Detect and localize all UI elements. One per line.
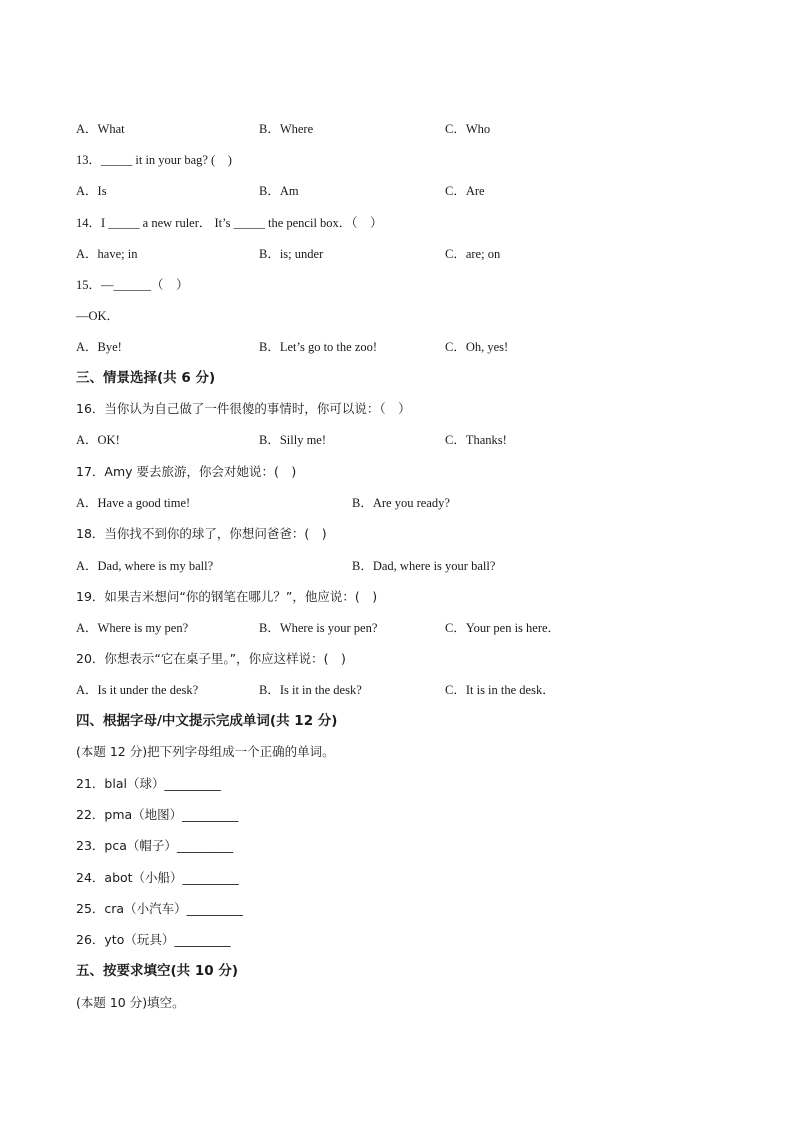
q12-option-a: A．What bbox=[76, 122, 125, 136]
q15-options bbox=[76, 337, 754, 357]
q24-word: 24．abot（小船）_________ bbox=[76, 870, 239, 885]
q12-option-c: C．Who bbox=[445, 122, 491, 136]
q18-option-a: A．Dad, where is my ball? bbox=[76, 559, 214, 573]
q17-options bbox=[76, 493, 754, 513]
q19-option-a: A．Where is my pen? bbox=[76, 621, 189, 635]
q13-option-b: B．Am bbox=[259, 184, 299, 198]
q16-option-b: B．Silly me! bbox=[259, 433, 327, 447]
q20-stem: 20．你想表示“它在桌子里。”，你应这样说：( ) bbox=[76, 651, 346, 666]
q12-options bbox=[76, 119, 754, 139]
q23-word: 23．pca（帽子）_________ bbox=[76, 838, 234, 853]
q21-word: 21．blal（球）_________ bbox=[76, 776, 221, 791]
q15-option-b: B．Let’s go to the zoo! bbox=[259, 340, 378, 354]
q15-option-c: C．Oh, yes! bbox=[445, 340, 509, 354]
q20-option-b: B．Is it in the desk? bbox=[259, 683, 362, 697]
q19-stem: 19．如果吉米想问“你的钢笔在哪儿？”，他应说：( ) bbox=[76, 589, 378, 604]
q14-option-b: B．is; under bbox=[259, 247, 324, 261]
q15-option-a: A．Bye! bbox=[76, 340, 122, 354]
q19-option-c: C．Your pen is here． bbox=[445, 621, 561, 635]
q25-word: 25．cra（小汽车）_________ bbox=[76, 901, 243, 916]
q26-word: 26．yto（玩具）_________ bbox=[76, 932, 231, 947]
q14-option-a: A．have; in bbox=[76, 247, 138, 261]
q16-stem: 16．当你认为自己做了一件很傻的事情时，你可以说：（ ） bbox=[76, 401, 411, 416]
q14-stem: 14．I _____ a new ruler． It’s _____ the pencil box．（ ） bbox=[76, 216, 383, 230]
q14-option-c: C．are; on bbox=[445, 247, 501, 261]
section-5-instruction: (本题 10 分)填空。 bbox=[76, 995, 185, 1010]
q17-option-a: A．Have a good time! bbox=[76, 496, 191, 510]
section-5-title: 五、按要求填空(共 10 分) bbox=[76, 963, 239, 979]
q15-stem: 15．—______（ ） bbox=[76, 278, 189, 292]
q15-reply: —OK． bbox=[76, 309, 120, 323]
q19-options bbox=[76, 618, 754, 638]
q13-option-a: A．Is bbox=[76, 184, 107, 198]
q18-stem: 18．当你找不到你的球了，你想问爸爸：( ) bbox=[76, 526, 327, 541]
q16-options bbox=[76, 430, 754, 450]
q20-option-c: C．It is in the desk． bbox=[445, 683, 555, 697]
q18-option-b: B．Dad, where is your ball? bbox=[352, 559, 496, 573]
section-4-title: 四、根据字母/中文提示完成单词(共 12 分) bbox=[76, 713, 338, 729]
q13-options bbox=[76, 181, 754, 201]
q17-option-b: B．Are you ready? bbox=[352, 496, 450, 510]
q14-options bbox=[76, 244, 754, 264]
q16-option-c: C．Thanks! bbox=[445, 433, 507, 447]
q16-option-a: A．OK! bbox=[76, 433, 120, 447]
q13-stem: 13．_____ it in your bag? ( ) bbox=[76, 153, 232, 167]
q13-option-c: C．Are bbox=[445, 184, 485, 198]
q19-option-b: B．Where is your pen? bbox=[259, 621, 378, 635]
section-4-instruction: (本题 12 分)把下列字母组成一个正确的单词。 bbox=[76, 744, 335, 759]
q22-word: 22．pma（地图）_________ bbox=[76, 807, 239, 822]
q20-options bbox=[76, 680, 754, 700]
q17-stem: 17．Amy 要去旅游，你会对她说：( ) bbox=[76, 464, 297, 479]
q12-option-b: B．Where bbox=[259, 122, 314, 136]
q20-option-a: A．Is it under the desk? bbox=[76, 683, 199, 697]
q18-options bbox=[76, 556, 754, 576]
section-3-title: 三、情景选择(共 6 分) bbox=[76, 370, 216, 386]
